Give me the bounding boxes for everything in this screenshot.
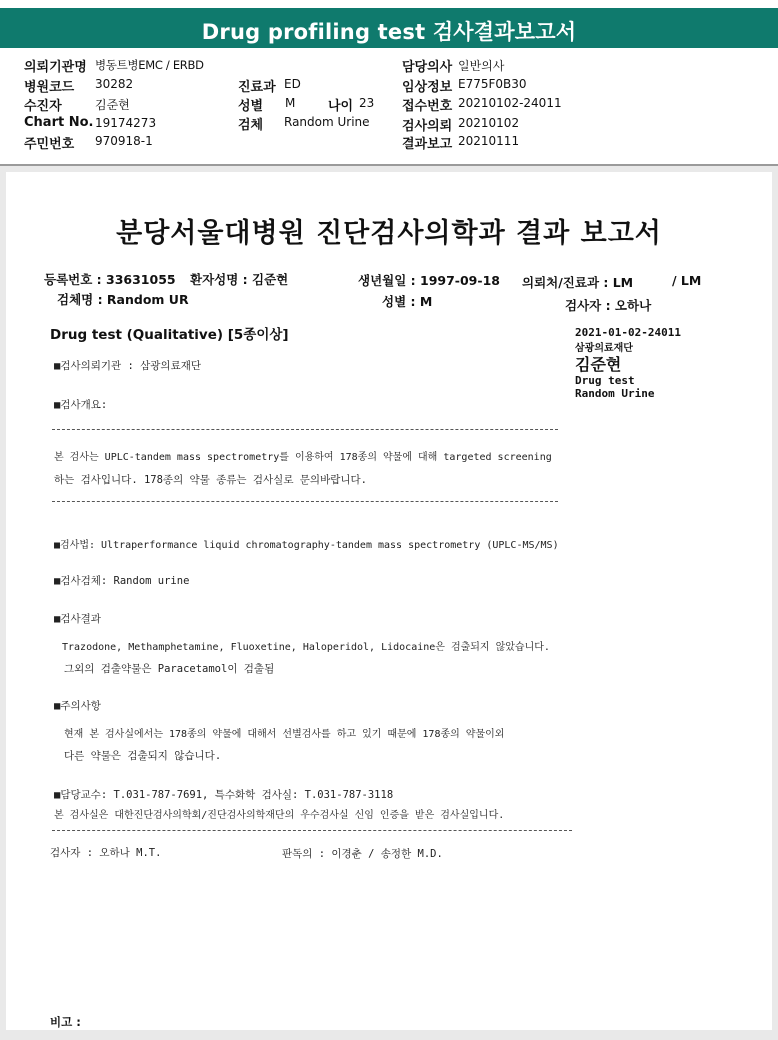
age-label: 나이	[328, 99, 354, 114]
specimen-label: 검체	[238, 118, 264, 133]
hospital-code-value: 30282	[95, 77, 134, 91]
result-line-2: 그외의 검출약물은 Paracetamol이 검출됨	[64, 663, 275, 675]
chart-label: Chart No.	[24, 115, 94, 130]
dept-value: ED	[284, 77, 301, 91]
document-sex: 성별 : M	[382, 294, 433, 309]
patient-name: 환자성명 : 김준현	[190, 272, 289, 287]
dashed-divider	[52, 830, 572, 831]
doctor-value: 일반의사	[458, 59, 505, 73]
specimen-value: Random Urine	[284, 115, 370, 129]
remarks-label: 비고 :	[50, 1015, 81, 1029]
stamp-id: 2021-01-02-24011	[575, 326, 681, 339]
top-border	[0, 0, 778, 8]
institution-value: 병동트병EMC / ERBD	[95, 58, 204, 72]
stamp-org: 삼광의료재단	[575, 343, 633, 354]
caution-label: ■주의사항	[54, 700, 101, 712]
age-value: 23	[359, 96, 375, 110]
sex-value: M	[285, 96, 296, 110]
patient-info-panel	[0, 48, 778, 166]
banner-title: Drug profiling test 검사결과보고서	[201, 20, 577, 44]
contact-info: ■담당교수: T.031-787-7691, 특수화학 검사실: T.031-787-3118	[54, 789, 394, 801]
patient-value: 김준현	[95, 98, 130, 112]
clinical-label: 임상정보	[402, 80, 453, 95]
dashed-divider	[52, 501, 558, 502]
chart-value: 19174273	[95, 116, 157, 130]
dashed-divider	[52, 429, 558, 430]
stamp-test: Drug test	[575, 374, 635, 387]
doctor-label: 담당의사	[402, 60, 453, 75]
dept-label: 진료과	[238, 80, 276, 95]
requester-dept: 의뢰처/진료과 : LM	[522, 275, 634, 290]
hospital-code-label: 병원코드	[24, 80, 75, 95]
receipt-value: 20210102-24011	[458, 96, 562, 110]
clinical-value: E775F0B30	[458, 77, 527, 91]
signer-examiner: 검사자 : 오하나 M.T.	[50, 847, 162, 859]
result-label: ■검사결과	[54, 613, 101, 625]
report-banner	[0, 8, 778, 48]
institution-label: 의뢰기관명	[24, 60, 87, 75]
registration-number: 등록번호 : 33631055	[44, 272, 176, 287]
report-value: 20210111	[458, 134, 520, 148]
receipt-label: 접수번호	[402, 99, 453, 114]
test-method: ■검사법: Ultraperformance liquid chromatography-tandem mass spectrometry (UPLC-MS/MS)	[54, 540, 559, 551]
resident-value: 970918-1	[95, 134, 153, 148]
signer-reader: 판독의 : 이경춘 / 송정한 M.D.	[282, 848, 443, 860]
caution-line-2: 다른 약물은 검출되지 않습니다.	[64, 750, 222, 762]
resident-label: 주민번호	[24, 137, 75, 152]
document-examiner: 검사자 : 오하나	[565, 298, 652, 313]
patient-label: 수진자	[24, 99, 62, 114]
specimen-name: 검체명 : Random UR	[57, 292, 189, 307]
caution-line-1: 현재 본 검사실에서는 178종의 약물에 대해서 선별검사를 하고 있기 때문에 178종의 약물이외	[64, 729, 505, 740]
document-title: 분당서울대병원 진단검사의학과 결과 보고서	[116, 218, 662, 249]
birth-date: 생년월일 : 1997-09-18	[358, 273, 500, 288]
lab-info: ■검사의뢰기관 : 삼광의료재단	[54, 360, 202, 372]
overview-line-2: 하는 검사입니다. 178종의 약물 종류는 검사실로 문의바랍니다.	[54, 474, 367, 486]
overview-line-1: 본 검사는 UPLC-tandem mass spectrometry를 이용하여 178종의 약물에 대해 targeted screening	[54, 452, 552, 463]
test-name: Drug test (Qualitative) [5종이상]	[50, 327, 289, 343]
stamp-patient-name: 김준현	[575, 355, 622, 374]
overview-label: ■검사개요:	[54, 399, 108, 411]
test-specimen: ■검사검체: Random urine	[54, 575, 190, 587]
sex-label: 성별	[238, 99, 264, 114]
request-value: 20210102	[458, 116, 520, 130]
result-line-1: Trazodone, Methamphetamine, Fluoxetine, Haloperidol, Lidocaine은 검출되지 않았습니다.	[62, 642, 550, 653]
report-label: 결과보고	[402, 137, 453, 152]
request-label: 검사의뢰	[402, 119, 453, 134]
requester-dept-suffix: / LM	[672, 273, 702, 288]
stamp-specimen: Random Urine	[575, 387, 655, 400]
certification-note: 본 검사실은 대한진단검사의학회/진단검사의학재단의 우수검사실 신임 인증을 받은 검사실입니다.	[54, 810, 505, 821]
